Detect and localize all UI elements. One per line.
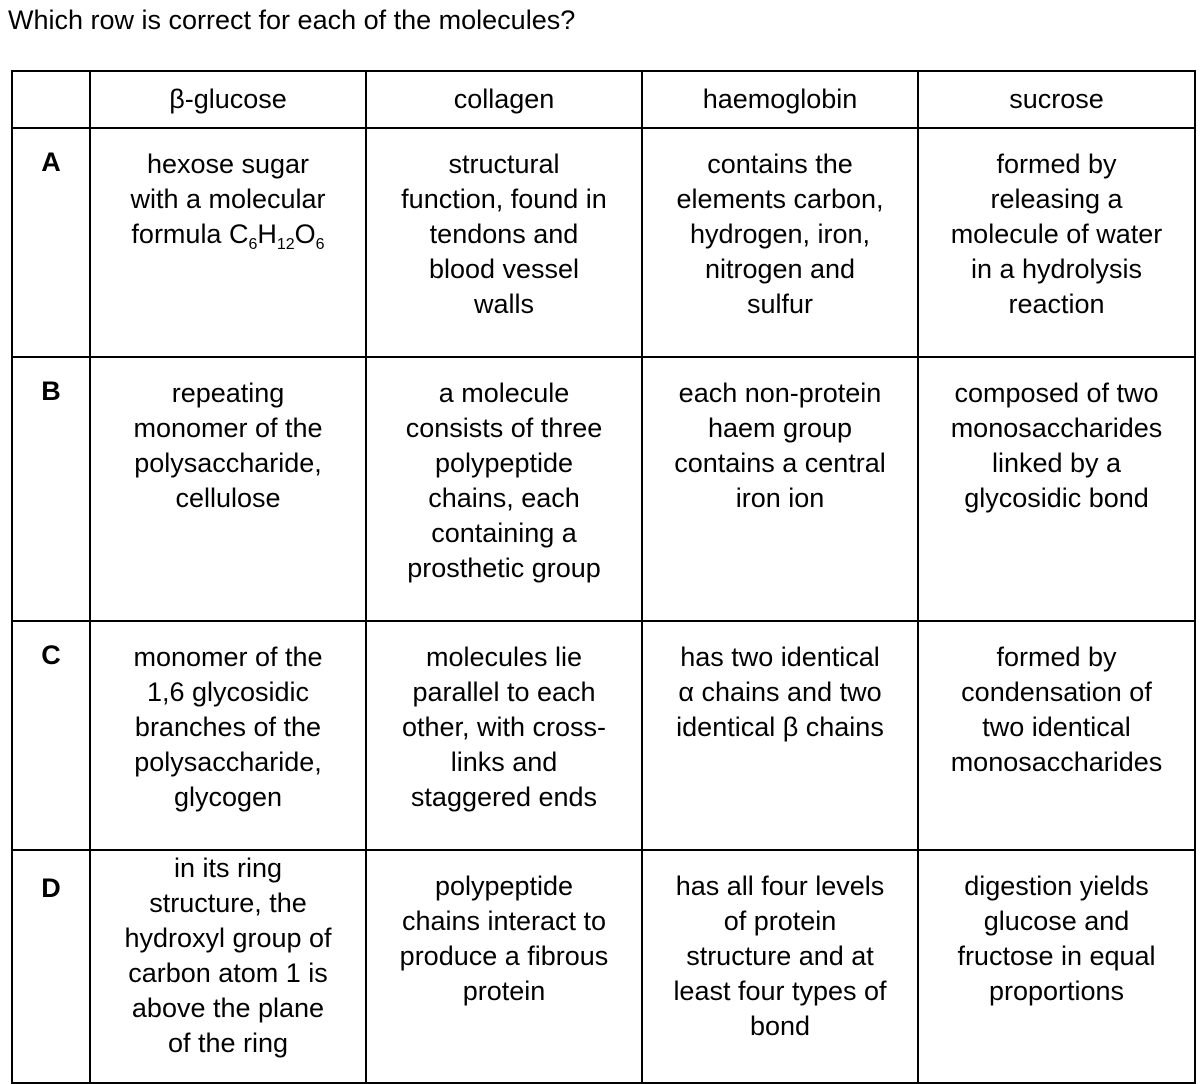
- options-table: [11, 70, 1196, 1084]
- cell-line: branches of the: [134, 712, 322, 742]
- cell-line: with a molecular: [130, 184, 326, 214]
- formula-subscript: 12: [276, 236, 295, 253]
- cell-line: above the plane: [131, 993, 325, 1023]
- cell-haemoglobin: [642, 128, 918, 357]
- cell-line: links and: [450, 747, 558, 777]
- cell-line: glucose and: [983, 906, 1130, 936]
- cell-line: 1,6 glycosidic: [146, 677, 310, 707]
- cell-line: carbon atom 1 is: [128, 958, 328, 988]
- cell-beta-glucose: [90, 357, 366, 621]
- cell-line: of the ring: [167, 1028, 289, 1058]
- cell-line: glycosidic bond: [964, 483, 1149, 513]
- cell-line: iron ion: [735, 483, 825, 513]
- cell-beta-glucose: [90, 621, 366, 850]
- cell-beta-glucose: [90, 850, 366, 1083]
- cell-line: other, with cross-: [401, 712, 607, 742]
- cell-line: blood vessel: [428, 254, 580, 284]
- cell-collagen: [366, 850, 642, 1083]
- cell-line: in its ring: [173, 853, 283, 883]
- formula-text: formula C: [131, 219, 249, 249]
- header-row: [12, 71, 1195, 128]
- cell-line: proportions: [988, 976, 1125, 1006]
- cell-line: monomer of the: [133, 642, 323, 672]
- cell-line: hydrogen, iron,: [689, 219, 871, 249]
- cell-line: condensation of: [961, 677, 1152, 707]
- row-label: D: [12, 850, 90, 1083]
- cell-line: linked by a: [991, 448, 1122, 478]
- cell-line: repeating: [171, 378, 285, 408]
- cell-line: formed by: [996, 642, 1117, 672]
- cell-line: α chains and two: [678, 677, 882, 707]
- cell-line: polysaccharide,: [134, 747, 322, 777]
- cell-haemoglobin: [642, 621, 918, 850]
- row-label: A: [12, 128, 90, 357]
- cell-line: function, found in: [401, 184, 607, 214]
- cell-line: walls: [473, 289, 534, 319]
- cell-line: has two identical: [680, 642, 880, 672]
- molecular-formula: [97, 217, 359, 256]
- cell-line: polypeptide: [434, 448, 574, 478]
- cell-beta-glucose: [90, 128, 366, 357]
- cell-line: composed of two: [954, 378, 1159, 408]
- cell-collagen: [366, 128, 642, 357]
- formula-text: H: [257, 219, 277, 249]
- cell-line: elements carbon,: [676, 184, 884, 214]
- cell-line: reaction: [1008, 289, 1105, 319]
- cell-line: haem group: [707, 413, 853, 443]
- cell-line: fructose in equal: [957, 941, 1156, 971]
- cell-line: sulfur: [746, 289, 814, 319]
- cell-haemoglobin: [642, 850, 918, 1083]
- cell-line: hexose sugar: [146, 149, 310, 179]
- cell-line: monosaccharides: [950, 413, 1163, 443]
- cell-line: has all four levels: [675, 871, 885, 901]
- cell-line: produce a fibrous: [399, 941, 609, 971]
- cell-line: molecules lie: [425, 642, 583, 672]
- cell-line: polypeptide: [434, 871, 574, 901]
- formula-text: O: [294, 219, 316, 249]
- table-row-a: [12, 128, 1195, 357]
- cell-sucrose: [918, 128, 1195, 357]
- cell-line: monosaccharides: [950, 747, 1163, 777]
- cell-line: structure, the: [149, 888, 307, 918]
- cell-line: structure and at: [686, 941, 874, 971]
- cell-line: staggered ends: [410, 782, 598, 812]
- header-beta-glucose: β-glucose: [90, 71, 366, 128]
- header-haemoglobin: haemoglobin: [642, 71, 918, 128]
- header-collagen: collagen: [366, 71, 642, 128]
- cell-sucrose: [918, 357, 1195, 621]
- cell-line: releasing a: [990, 184, 1123, 214]
- cell-collagen: [366, 621, 642, 850]
- cell-line: each non-protein: [678, 378, 882, 408]
- cell-line: polysaccharide,: [134, 448, 322, 478]
- header-corner: [12, 71, 90, 128]
- formula-subscript: 6: [248, 236, 258, 253]
- row-label: B: [12, 357, 90, 621]
- cell-haemoglobin: [642, 357, 918, 621]
- cell-line: identical β chains: [676, 712, 884, 742]
- cell-line: structural: [448, 149, 560, 179]
- cell-line: bond: [749, 1011, 811, 1041]
- cell-line: of protein: [723, 906, 837, 936]
- cell-sucrose: [918, 850, 1195, 1083]
- cell-line: chains interact to: [401, 906, 607, 936]
- cell-line: containing a: [431, 518, 577, 548]
- cell-line: digestion yields: [964, 871, 1149, 901]
- cell-line: formed by: [996, 149, 1117, 179]
- cell-line: glycogen: [173, 782, 283, 812]
- formula-subscript: 6: [315, 236, 325, 253]
- header-sucrose: sucrose: [918, 71, 1195, 128]
- cell-line: molecule of water: [950, 219, 1163, 249]
- cell-line: two identical: [982, 712, 1131, 742]
- cell-line: cellulose: [175, 483, 281, 513]
- cell-line: consists of three: [405, 413, 603, 443]
- cell-line: prosthetic group: [407, 553, 601, 583]
- cell-line: parallel to each: [412, 677, 596, 707]
- cell-line: protein: [462, 976, 546, 1006]
- cell-line: hydroxyl group of: [124, 923, 332, 953]
- table-row-c: [12, 621, 1195, 850]
- cell-line: least four types of: [673, 976, 887, 1006]
- cell-line: chains, each: [428, 483, 580, 513]
- cell-line: a molecule: [438, 378, 570, 408]
- cell-collagen: [366, 357, 642, 621]
- table-row-b: [12, 357, 1195, 621]
- cell-sucrose: [918, 621, 1195, 850]
- row-label: C: [12, 621, 90, 850]
- cell-line: in a hydrolysis: [970, 254, 1143, 284]
- table-row-d: [12, 850, 1195, 1083]
- cell-line: monomer of the: [133, 413, 323, 443]
- cell-line: tendons and: [429, 219, 579, 249]
- cell-line: nitrogen and: [704, 254, 856, 284]
- question-text: Which row is correct for each of the molecules?: [8, 5, 576, 35]
- cell-line: contains a central: [674, 448, 886, 478]
- cell-line: contains the: [707, 149, 853, 179]
